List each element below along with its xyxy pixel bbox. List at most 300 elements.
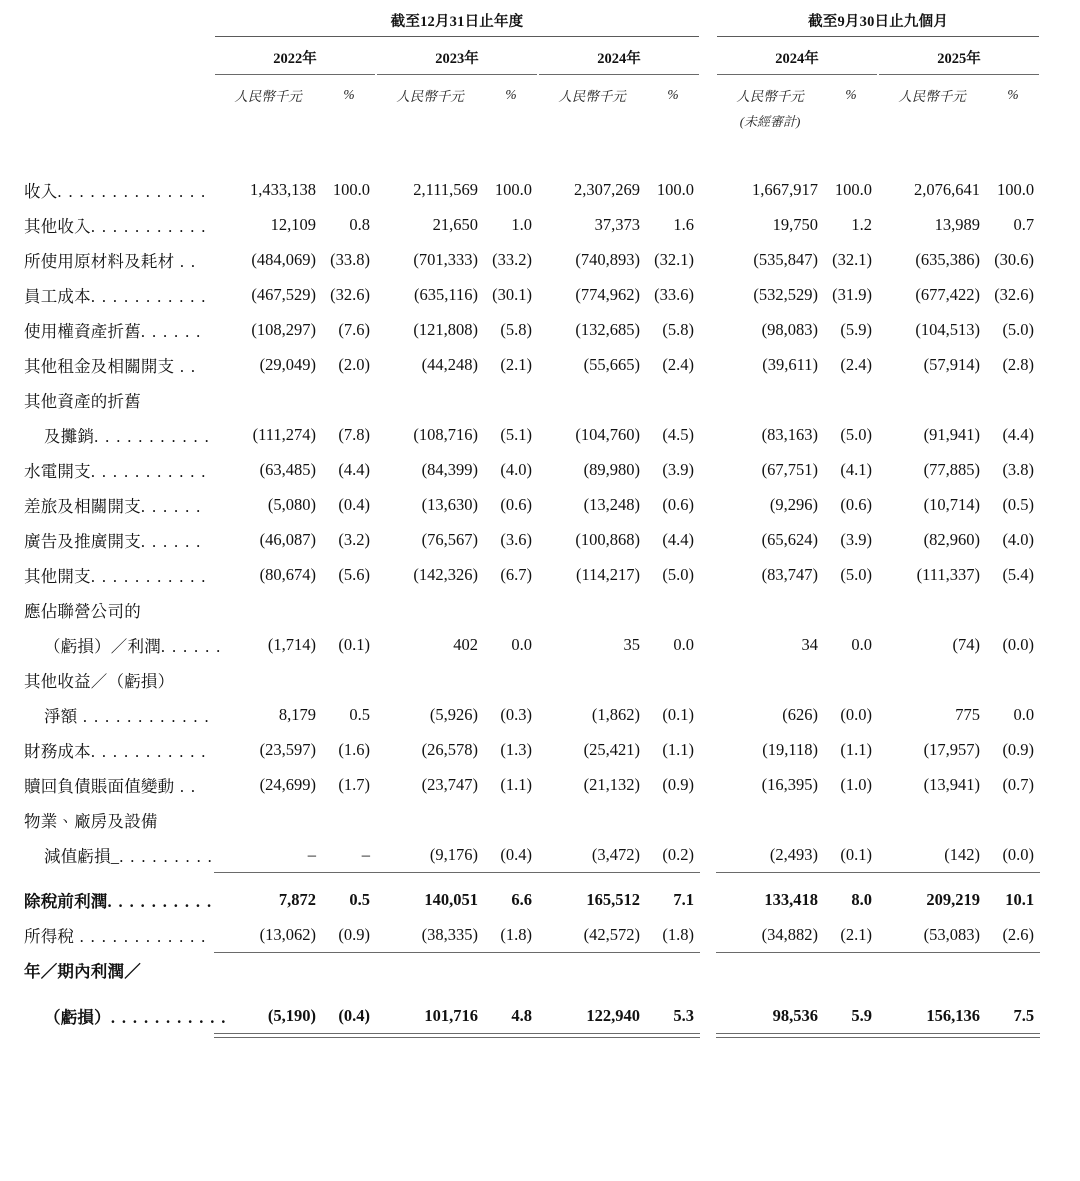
- table-row: [14, 522, 1040, 557]
- header-unit-2024-9m: 人民幣千元: [736, 89, 804, 104]
- row-label: [14, 277, 214, 312]
- row-label-dot-leader: . . . . . .: [140, 531, 202, 551]
- row-label-dot-leader: . . . . . .: [140, 321, 202, 341]
- cell-amount: (13,941): [923, 774, 981, 794]
- table-row: [14, 697, 1040, 732]
- cell-percent: (5.8): [500, 319, 532, 339]
- cell-percent: (5.0): [1002, 319, 1035, 339]
- cell-amount: (83,163): [761, 424, 819, 444]
- column-gap: [700, 557, 716, 592]
- cell-amount: 2,307,269: [574, 179, 640, 199]
- cell-amount: (98,083): [761, 319, 819, 339]
- cell-percent: 0.0: [851, 634, 873, 654]
- row-label-text: 收入: [24, 181, 58, 201]
- cell-percent: 100.0: [834, 179, 873, 199]
- cell-percent: (4.0): [1002, 529, 1035, 549]
- cell-amount: 775: [955, 704, 981, 724]
- cell-percent: (1.7): [338, 774, 370, 794]
- cell-amount: (63,485): [259, 459, 316, 479]
- row-label-text: 所得稅: [24, 927, 75, 946]
- row-label-text: （虧損）: [44, 1007, 111, 1027]
- cell-percent: (2.8): [1002, 354, 1035, 374]
- cell-percent: (7.6): [338, 319, 370, 339]
- cell-percent: 1.6: [673, 214, 695, 234]
- row-label-text: 其他租金及相關開支: [24, 356, 175, 376]
- cell-amount: (467,529): [251, 284, 316, 304]
- row-label: [14, 347, 214, 382]
- cell-amount: (535,847): [753, 249, 819, 269]
- row-label-dot-leader: . . . . . . . . . . .: [90, 741, 207, 761]
- column-gap: [700, 627, 716, 662]
- cell-amount: 34: [801, 634, 819, 654]
- cell-amount: (65,624): [761, 529, 819, 549]
- row-label-dot-leader: . .: [174, 776, 197, 796]
- cell-amount: (21,132): [583, 774, 640, 794]
- header-group-title-row: [14, 0, 1040, 35]
- row-label-line-1: 年／期內利潤／: [24, 962, 141, 981]
- cell-percent: (1.8): [646, 918, 700, 953]
- row-label: [14, 522, 214, 557]
- table-row: [14, 207, 1040, 242]
- cell-amount: (740,893): [575, 249, 640, 269]
- table-row-label-continuation: [14, 802, 1040, 837]
- cell-percent: 0.0: [511, 634, 532, 654]
- cell-amount: (17,957): [923, 739, 981, 759]
- cell-percent: 100.0: [332, 179, 370, 199]
- cell-percent: (32.6): [330, 284, 370, 304]
- cell-amount: (142,326): [413, 564, 478, 584]
- header-pct-2024: %: [667, 87, 679, 102]
- header-group-gap: [700, 0, 716, 35]
- cell-amount: (26,578): [421, 739, 478, 759]
- header-group-annual: 截至12月31日止年度: [390, 14, 524, 30]
- row-label-dot-leader: . .: [174, 356, 197, 376]
- cell-amount: 133,418: [764, 890, 819, 910]
- table-row-label-continuation: [14, 662, 1040, 697]
- column-gap: [700, 918, 716, 953]
- row-label-dot-leader: . . . . . . . . .: [119, 846, 214, 866]
- cell-percent: (4.1): [840, 459, 873, 479]
- column-gap: [700, 522, 716, 557]
- header-unaudited-note: (未經審計): [739, 114, 801, 129]
- row-label-dot-leader: . . . . . . . . . . .: [90, 566, 207, 586]
- row-label-line-1: 其他資產的折舊: [24, 391, 141, 411]
- income-statement-table: [14, 0, 1040, 1034]
- cell-amount: (67,751): [761, 459, 819, 479]
- column-gap: [700, 347, 716, 382]
- row-label-text: 水電開支: [24, 461, 91, 481]
- column-gap: [700, 872, 716, 918]
- cell-amount: (42,572): [538, 918, 646, 953]
- cell-amount: (108,716): [413, 424, 478, 444]
- cell-amount: (19,118): [762, 739, 819, 759]
- cell-amount: 402: [453, 634, 478, 654]
- cell-percent: 8.0: [851, 890, 873, 910]
- row-label-text: 員工成本: [24, 286, 91, 306]
- cell-percent: 0.0: [1013, 704, 1035, 724]
- row-label-dot-leader: . . . . . . . . . . .: [90, 286, 207, 306]
- cell-amount: (9,296): [769, 494, 819, 514]
- header-unaudited-pad-1: [824, 107, 878, 130]
- table-row: [14, 242, 1040, 277]
- header-unit-gap: [700, 76, 716, 107]
- cell-percent: (0.6): [500, 494, 532, 514]
- cell-amount: (626): [782, 704, 819, 724]
- cell-amount: (89,980): [583, 459, 640, 479]
- row-label-dot-leader: . . . . . .: [160, 636, 222, 656]
- cell-percent: (2.4): [840, 354, 873, 374]
- cell-percent: (1.1): [662, 739, 695, 759]
- cell-percent: (0.7): [1002, 774, 1035, 794]
- table-row: [14, 312, 1040, 347]
- cell-amount: 1,667,917: [752, 179, 819, 199]
- cell-percent: 4.8: [484, 988, 538, 1034]
- header-year-2022: 2022年: [273, 51, 317, 67]
- cell-percent: (2.1): [824, 918, 878, 953]
- table-row: [14, 988, 1040, 1034]
- cell-amount: 156,136: [878, 988, 986, 1034]
- header-bottom-spacer: [14, 130, 1040, 172]
- cell-percent: (0.4): [338, 494, 370, 514]
- cell-percent: 0.8: [349, 214, 370, 234]
- table-row-label-continuation: [14, 953, 1040, 988]
- cell-percent: (0.5): [1002, 494, 1035, 514]
- row-label: [14, 487, 214, 522]
- cell-percent: (0.1): [662, 704, 695, 724]
- cell-percent: (0.0): [986, 837, 1040, 872]
- header-year-gap: [700, 38, 716, 73]
- cell-percent: (1.8): [484, 918, 538, 953]
- row-label-dot-leader: . . . . . .: [140, 496, 202, 516]
- cell-percent: (0.0): [840, 704, 873, 724]
- cell-amount: (2,493): [716, 837, 824, 872]
- cell-percent: (0.1): [338, 634, 370, 654]
- cell-percent: (0.9): [662, 774, 695, 794]
- cell-percent: (5.1): [500, 424, 532, 444]
- column-gap: [700, 452, 716, 487]
- cell-percent: (2.1): [500, 354, 532, 374]
- cell-percent: (5.0): [840, 424, 873, 444]
- cell-amount: (34,882): [716, 918, 824, 953]
- cell-percent: (33.2): [492, 249, 532, 269]
- table-row: [14, 347, 1040, 382]
- cell-percent: (3.8): [1002, 459, 1035, 479]
- cell-amount: (13,248): [583, 494, 640, 514]
- row-label-text: 及攤銷: [44, 426, 95, 446]
- cell-amount: (142): [878, 837, 986, 872]
- cell-amount: 13,989: [934, 214, 981, 234]
- column-gap: [700, 732, 716, 767]
- cell-amount: 12,109: [270, 214, 316, 234]
- cell-amount: (16,395): [761, 774, 819, 794]
- table-row-label-continuation: [14, 382, 1040, 417]
- cell-amount: 35: [623, 634, 640, 654]
- cell-amount: (9,176): [376, 837, 484, 872]
- cell-amount: (82,960): [923, 529, 981, 549]
- row-label-text: 贖回負債賬面值變動: [24, 776, 175, 796]
- table-header: [14, 0, 1040, 172]
- row-label-dot-leader: . . . . . . . . . . .: [110, 1007, 227, 1027]
- cell-percent: (0.6): [840, 494, 873, 514]
- cell-percent: (4.4): [338, 459, 370, 479]
- row-label-continuation-pad: [214, 953, 1040, 988]
- header-unaudited-blank: [14, 107, 214, 130]
- cell-amount: (57,914): [923, 354, 981, 374]
- column-gap: [700, 172, 716, 207]
- cell-amount: (10,714): [923, 494, 981, 514]
- cell-amount: 21,650: [432, 214, 478, 234]
- header-unaudited-spacer: [214, 107, 700, 130]
- row-label-text: 減值虧損_: [44, 846, 120, 866]
- row-label: [14, 697, 214, 732]
- table-row: [14, 837, 1040, 872]
- row-label-text: 使用權資產折舊: [24, 321, 141, 341]
- cell-amount: (53,083): [878, 918, 986, 953]
- row-label: [14, 837, 214, 872]
- header-unit-2022: 人民幣千元: [234, 89, 302, 104]
- header-unit-2025-9m: 人民幣千元: [898, 89, 966, 104]
- header-unit-2023: 人民幣千元: [396, 89, 464, 104]
- table-row: [14, 918, 1040, 953]
- cell-amount: (484,069): [251, 249, 316, 269]
- cell-amount: (39,611): [762, 354, 819, 374]
- row-label-continuation-pad: [214, 382, 1040, 417]
- table-row: [14, 627, 1040, 662]
- column-gap: [700, 277, 716, 312]
- table-row: [14, 172, 1040, 207]
- row-label-line-1: 其他收益／（虧損）: [24, 671, 175, 691]
- cell-amount: 8,179: [278, 704, 316, 724]
- row-label: [14, 452, 214, 487]
- header-corner-blank: [14, 0, 214, 35]
- cell-percent: (32.1): [654, 249, 695, 269]
- cell-amount: (635,386): [915, 249, 981, 269]
- cell-amount: (13,630): [421, 494, 478, 514]
- cell-percent: (33.8): [330, 249, 370, 269]
- cell-percent: (30.6): [994, 249, 1035, 269]
- row-label: [14, 312, 214, 347]
- row-label-dot-leader: . . . . . . . . . . . .: [74, 927, 207, 946]
- header-unit-blank: [14, 76, 214, 107]
- cell-amount: (104,513): [915, 319, 981, 339]
- column-gap: [700, 207, 716, 242]
- header-unaudited-row: [14, 107, 1040, 130]
- cell-percent: (33.6): [654, 284, 695, 304]
- column-gap: [700, 487, 716, 522]
- cell-percent: (0.2): [646, 837, 700, 872]
- cell-percent: –: [322, 837, 376, 872]
- cell-amount: 140,051: [424, 890, 478, 910]
- column-gap: [700, 697, 716, 732]
- cell-percent: (6.7): [500, 564, 532, 584]
- cell-percent: (3.2): [338, 529, 370, 549]
- cell-percent: (4.5): [662, 424, 695, 444]
- column-gap: [700, 312, 716, 347]
- cell-percent: (4.4): [662, 529, 695, 549]
- header-unaudited-pad-3: [986, 107, 1040, 130]
- row-label-dot-leader: . .: [174, 251, 197, 271]
- cell-amount: (46,087): [259, 529, 316, 549]
- row-label-text: 差旅及相關開支: [24, 496, 141, 516]
- cell-percent: (5.8): [662, 319, 695, 339]
- cell-percent: 100.0: [494, 179, 532, 199]
- cell-amount: (29,049): [259, 354, 316, 374]
- table-row: [14, 277, 1040, 312]
- cell-percent: (1.1): [500, 774, 532, 794]
- header-year-2024-9m: 2024年: [775, 51, 819, 67]
- cell-percent: (7.8): [338, 424, 370, 444]
- cell-amount: 101,716: [376, 988, 484, 1034]
- row-label: [14, 872, 214, 918]
- row-label-text: 廣告及推廣開支: [24, 531, 141, 551]
- row-label-text: 除稅前利潤: [24, 892, 108, 911]
- cell-amount: 37,373: [594, 214, 640, 234]
- row-label-continuation-pad: [214, 592, 1040, 627]
- row-label: [14, 918, 214, 953]
- row-label-text: 財務成本: [24, 741, 91, 761]
- column-gap: [700, 988, 716, 1034]
- row-label: [14, 172, 214, 207]
- cell-percent: (5.9): [840, 319, 873, 339]
- cell-percent: (0.4): [484, 837, 538, 872]
- cell-amount: (774,962): [575, 284, 640, 304]
- cell-percent: (5.0): [662, 564, 695, 584]
- cell-percent: (0.6): [662, 494, 695, 514]
- cell-amount: 209,219: [926, 890, 981, 910]
- cell-amount: (24,699): [259, 774, 316, 794]
- cell-amount: (5,080): [267, 494, 316, 514]
- cell-percent: (3.6): [500, 529, 532, 549]
- cell-percent: 100.0: [996, 179, 1035, 199]
- row-label-continuation-pad: [214, 662, 1040, 697]
- cell-amount: (108,297): [251, 319, 316, 339]
- column-gap: [700, 242, 716, 277]
- cell-percent: 10.1: [1005, 890, 1035, 910]
- cell-amount: (5,926): [429, 704, 478, 724]
- cell-amount: (91,941): [923, 424, 981, 444]
- row-label-text: 其他收入: [24, 216, 91, 236]
- row-label-text: （虧損）／利潤: [44, 636, 161, 656]
- cell-amount: (104,760): [575, 424, 640, 444]
- cell-percent: 7.1: [673, 890, 695, 910]
- table-row: [14, 487, 1040, 522]
- cell-percent: 6.6: [511, 890, 532, 910]
- cell-percent: (0.1): [824, 837, 878, 872]
- table-row-label-continuation: [14, 592, 1040, 627]
- cell-percent: 100.0: [656, 179, 695, 199]
- cell-percent: 0.5: [349, 890, 370, 910]
- cell-percent: (3.9): [840, 529, 873, 549]
- cell-amount: (114,217): [575, 564, 640, 584]
- cell-percent: (0.3): [500, 704, 532, 724]
- cell-amount: (74): [952, 634, 981, 654]
- cell-amount: (111,337): [916, 564, 981, 584]
- header-group-nine-months: 截至9月30日止九個月: [808, 14, 949, 30]
- header-year-2025-9m: 2025年: [937, 51, 981, 67]
- cell-amount: (80,674): [259, 564, 316, 584]
- cell-percent: (4.4): [1002, 424, 1035, 444]
- cell-percent: 5.9: [824, 988, 878, 1034]
- cell-amount: (76,567): [421, 529, 478, 549]
- header-pct-2025-9m: %: [1007, 87, 1019, 102]
- cell-percent: (0.0): [1002, 634, 1035, 654]
- cell-amount: (83,747): [761, 564, 819, 584]
- cell-amount: 2,111,569: [413, 179, 478, 199]
- cell-amount: (84,399): [421, 459, 478, 479]
- cell-percent: (5.0): [840, 564, 873, 584]
- header-unaudited-pad-2: [878, 107, 986, 130]
- cell-amount: –: [214, 837, 322, 872]
- row-label-line-1: 物業、廠房及設備: [24, 811, 158, 831]
- cell-percent: (0.4): [322, 988, 376, 1034]
- cell-percent: (2.6): [986, 918, 1040, 953]
- cell-percent: (1.6): [338, 739, 370, 759]
- cell-amount: (44,248): [421, 354, 478, 374]
- cell-amount: (23,747): [421, 774, 478, 794]
- header-year-2023: 2023年: [435, 51, 479, 67]
- cell-percent: (2.0): [338, 354, 370, 374]
- cell-percent: 0.7: [1013, 214, 1035, 234]
- row-label: [14, 767, 214, 802]
- cell-percent: (32.6): [994, 284, 1035, 304]
- cell-percent: (5.6): [338, 564, 370, 584]
- row-label: [14, 207, 214, 242]
- cell-amount: 1,433,138: [250, 179, 316, 199]
- header-unit-row: [14, 76, 1040, 107]
- header-unaudited-gap: [700, 107, 716, 130]
- cell-percent: 1.2: [851, 214, 873, 234]
- cell-amount: 122,940: [538, 988, 646, 1034]
- row-label-text: 所使用原材料及耗材: [24, 251, 175, 271]
- cell-percent: (30.1): [492, 284, 532, 304]
- cell-percent: (1.3): [500, 739, 532, 759]
- cell-percent: (1.1): [840, 739, 873, 759]
- cell-amount: 165,512: [586, 890, 640, 910]
- cell-amount: (1,714): [267, 634, 316, 654]
- cell-percent: 0.0: [673, 634, 695, 654]
- table-row: [14, 417, 1040, 452]
- cell-percent: (2.4): [662, 354, 695, 374]
- header-pct-2024-9m: %: [845, 87, 857, 102]
- table-row: [14, 767, 1040, 802]
- cell-amount: (677,422): [915, 284, 981, 304]
- header-year-row: [14, 38, 1040, 73]
- cell-percent: (31.9): [832, 284, 873, 304]
- cell-amount: (132,685): [575, 319, 640, 339]
- row-label: [14, 417, 214, 452]
- cell-amount: (3,472): [538, 837, 646, 872]
- cell-amount: (13,062): [214, 918, 322, 953]
- cell-amount: (25,421): [583, 739, 640, 759]
- row-label-dot-leader: . . . . . . . . . . . .: [77, 706, 211, 726]
- row-label-dot-leader: . . . . . . . . . . . . . .: [57, 181, 207, 201]
- row-label-dot-leader: . . . . . . . . . . .: [94, 426, 211, 446]
- header-year-blank: [14, 38, 214, 73]
- row-label-line-1: 應佔聯營公司的: [24, 601, 141, 621]
- cell-percent: (3.9): [662, 459, 695, 479]
- cell-percent: 5.3: [646, 988, 700, 1034]
- table-body: [14, 172, 1040, 1033]
- row-label-text: 其他開支: [24, 566, 91, 586]
- cell-percent: 0.5: [349, 704, 370, 724]
- header-pct-2023: %: [505, 87, 517, 102]
- cell-amount: (5,190): [214, 988, 322, 1034]
- cell-amount: (38,335): [376, 918, 484, 953]
- column-gap: [700, 767, 716, 802]
- row-label: [14, 732, 214, 767]
- cell-percent: (0.9): [322, 918, 376, 953]
- cell-amount: (111,274): [252, 424, 316, 444]
